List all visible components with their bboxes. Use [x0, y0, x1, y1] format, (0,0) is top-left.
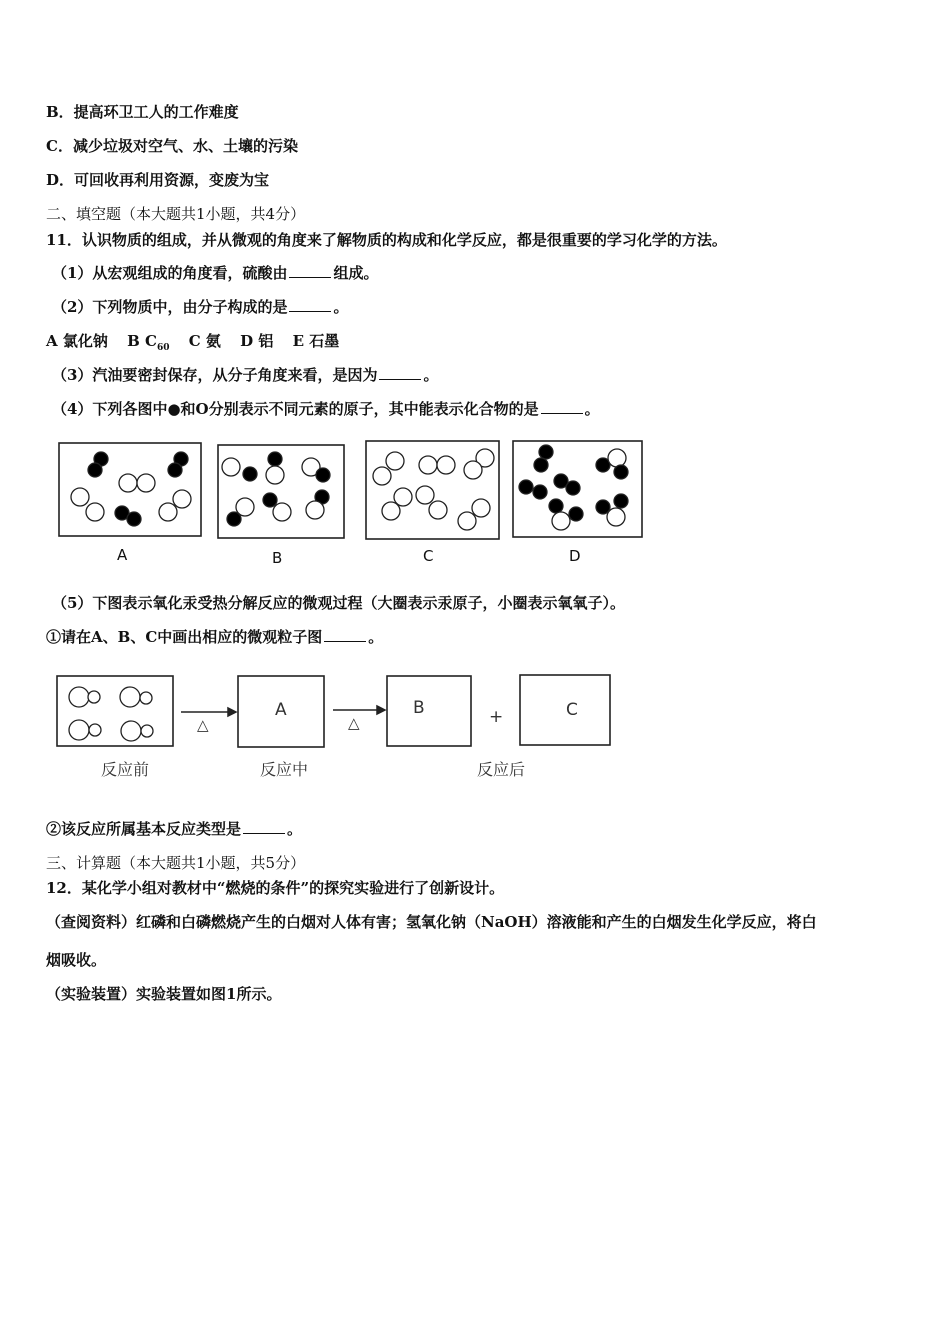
- q12-stem: 12．某化学小组对教材中“燃烧的条件”的探究实验进行了创新设计。: [46, 879, 505, 897]
- q12-info-line1: （查阅资料）红磷和白磷燃烧产生的白烟对人体有害；氢氧化钠（NaOH）溶液能和产生的白烟发生化学反应，将白: [46, 913, 817, 931]
- q11-part5: （5）下图表示氧化汞受热分解反应的微观过程（大圈表示汞原子，小圈表示氧氧子）。: [52, 594, 625, 612]
- q11-stem: 11．认识物质的组成，并从微观的角度来了解物质的构成和化学反应，都是很重要的学习化学的方法。: [46, 231, 727, 249]
- box-c-label: C: [566, 700, 578, 720]
- q11-part4: （4）下列各图中●和O分别表示不同元素的原子，其中能表示化合物的是 。: [52, 400, 600, 418]
- heat-symbol: △: [197, 716, 209, 734]
- stage-before-label: 反应前: [101, 760, 150, 779]
- mercury-oxide-molecules: [69, 687, 153, 741]
- option-c: C 氨: [188, 332, 221, 350]
- box-b-label: B: [413, 698, 425, 718]
- box-a-label: A: [275, 700, 287, 720]
- arrow-1-head: [228, 708, 236, 716]
- q11-part5-1: ①请在A、B、C中画出相应的微观粒子图 。: [46, 628, 384, 646]
- figure-c-label: C: [423, 547, 434, 565]
- section-3-heading: 三、计算题（本大题共1小题，共5分）: [46, 854, 306, 872]
- option-e: E 石墨: [292, 332, 340, 350]
- q11-part3: （3）汽油要密封保存，从分子角度来看，是因为 。: [52, 366, 439, 384]
- q11-part1: （1）从宏观组成的角度看，硫酸由 组成。: [52, 264, 379, 282]
- arrow-2-head: [377, 706, 385, 714]
- option-b: B．提高环卫工人的工作难度: [46, 103, 239, 121]
- option-d: D．可回收再利用资源，变废为宝: [46, 171, 270, 189]
- stage-after-label: 反应后: [477, 760, 526, 779]
- plus-sign: +: [489, 707, 504, 727]
- section-2-heading: 二、填空题（本大题共1小题，共4分）: [46, 205, 306, 223]
- stage-middle-label: 反应中: [260, 760, 309, 779]
- option-c: C．减少垃圾对空气、水、土壤的污染: [46, 137, 298, 155]
- reaction-box-b: [387, 676, 471, 746]
- heat-symbol: △: [348, 714, 360, 732]
- figure-d-label: D: [569, 547, 581, 565]
- answer-blank[interactable]: [243, 819, 285, 834]
- q11-part2: （2）下列物质中，由分子构成的是 。: [52, 298, 349, 316]
- reaction-box-c: [520, 675, 610, 745]
- figure-b-label: B: [272, 549, 283, 567]
- q11-part5-2: ②该反应所属基本反应类型是 。: [46, 820, 303, 838]
- option-d: D 铝: [240, 332, 274, 350]
- q12-setup: （实验装置）实验装置如图1所示。: [46, 985, 282, 1003]
- option-b: B $C_{60}$: [127, 332, 170, 353]
- q12-info-line2: 烟吸收。: [46, 951, 107, 969]
- figure-a-label: A: [117, 546, 128, 564]
- option-a: A 氯化钠: [46, 332, 108, 350]
